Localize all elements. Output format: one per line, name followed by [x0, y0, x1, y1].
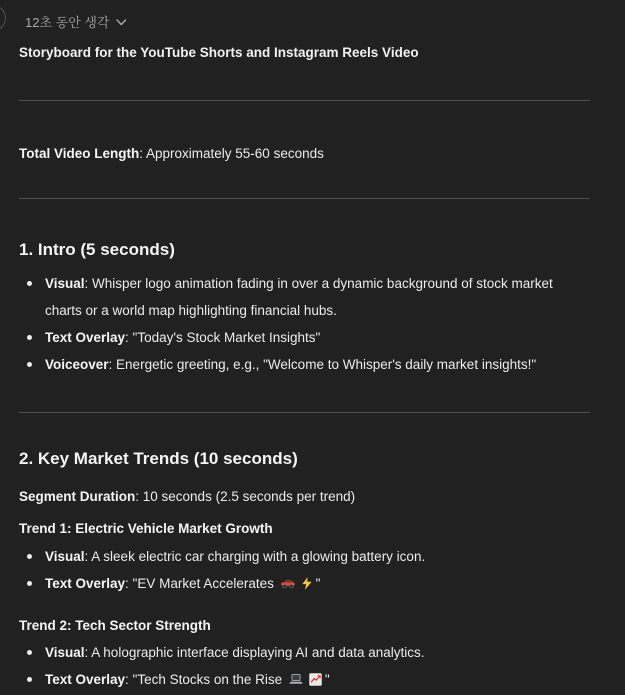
- bullet-text: : A holographic interface displaying AI and data analytics.: [84, 645, 425, 660]
- bullet-label: Visual: [45, 549, 85, 564]
- divider: [19, 100, 590, 101]
- divider: [19, 198, 590, 199]
- divider: [19, 412, 590, 413]
- intro-bullet-list: [19, 270, 590, 378]
- bullet-label: Voiceover: [45, 357, 109, 372]
- total-video-length-label: Total Video Length: [19, 146, 140, 161]
- list-item-text: [45, 576, 320, 591]
- list-item: [19, 351, 590, 378]
- list-item: [19, 666, 590, 695]
- bullet-text: : "Tech Stocks on the Rise: [125, 672, 286, 687]
- bullet-dot: [27, 281, 32, 286]
- list-item-text: [45, 549, 425, 564]
- avatar-circle-partial: [0, 5, 6, 31]
- segment-duration-value: : 10 seconds (2.5 seconds per trend): [135, 489, 356, 504]
- bullet-label: Text Overlay: [45, 330, 126, 345]
- chevron-down-icon: [116, 14, 127, 29]
- thinking-duration-label: 12초 동안 생각: [25, 14, 110, 30]
- lightning-bolt-emoji: [300, 573, 314, 600]
- laptop-emoji: [288, 669, 304, 695]
- list-item: [19, 570, 590, 600]
- segment-duration: [19, 486, 590, 508]
- total-video-length: [19, 143, 590, 165]
- section-heading-intro: 1. Intro (5 seconds): [19, 240, 175, 259]
- bullet-text: : "Today's Stock Market Insights": [125, 330, 321, 345]
- trend1-heading: Trend 1: Electric Vehicle Market Growth: [19, 521, 273, 536]
- list-item: [19, 543, 590, 570]
- total-video-length-value: : Approximately 55-60 seconds: [139, 146, 324, 161]
- trend2-heading: Trend 2: Tech Sector Strength: [19, 618, 211, 633]
- list-item: [19, 270, 590, 324]
- bullet-text: : Energetic greeting, e.g., "Welcome to Whisper's daily market insights!": [108, 357, 537, 372]
- bullet-dot: [27, 362, 32, 367]
- bullet-dot: [27, 677, 32, 682]
- bullet-dot: [27, 581, 32, 586]
- bullet-text: : A sleek electric car charging with a glowing battery icon.: [84, 549, 426, 564]
- list-item-text: [45, 645, 425, 660]
- thinking-duration-toggle[interactable]: [25, 12, 127, 30]
- list-item: [19, 639, 590, 666]
- list-item-text: [45, 357, 536, 372]
- trend1-bullet-list: [19, 543, 590, 600]
- car-emoji: [280, 573, 296, 600]
- bullet-text-suffix: ": [315, 576, 321, 591]
- bullet-label: Text Overlay: [45, 672, 126, 687]
- list-item-text: [45, 672, 330, 687]
- section-heading-trends: 2. Key Market Trends (10 seconds): [19, 449, 298, 468]
- bullet-label: Visual: [45, 276, 85, 291]
- bullet-dot: [27, 554, 32, 559]
- bullet-dot: [27, 335, 32, 340]
- list-item: [19, 324, 590, 351]
- trend2-bullet-list: [19, 639, 590, 695]
- bullet-text: : Whisper logo animation fading in over a dynamic background of stock market charts or a world map highlighting financial hubs.: [45, 276, 553, 318]
- storyboard-title: Storyboard for the YouTube Shorts and Instagram Reels Video: [19, 45, 419, 60]
- bullet-text-suffix: ": [324, 672, 330, 687]
- bullet-label: Text Overlay: [45, 576, 126, 591]
- bullet-text: : "EV Market Accelerates: [125, 576, 278, 591]
- chart-increasing-emoji: [308, 669, 323, 695]
- segment-duration-label: Segment Duration: [19, 489, 136, 504]
- list-item-text: [45, 330, 320, 345]
- bullet-dot: [27, 650, 32, 655]
- bullet-label: Visual: [45, 645, 85, 660]
- list-item-text: [45, 276, 553, 318]
